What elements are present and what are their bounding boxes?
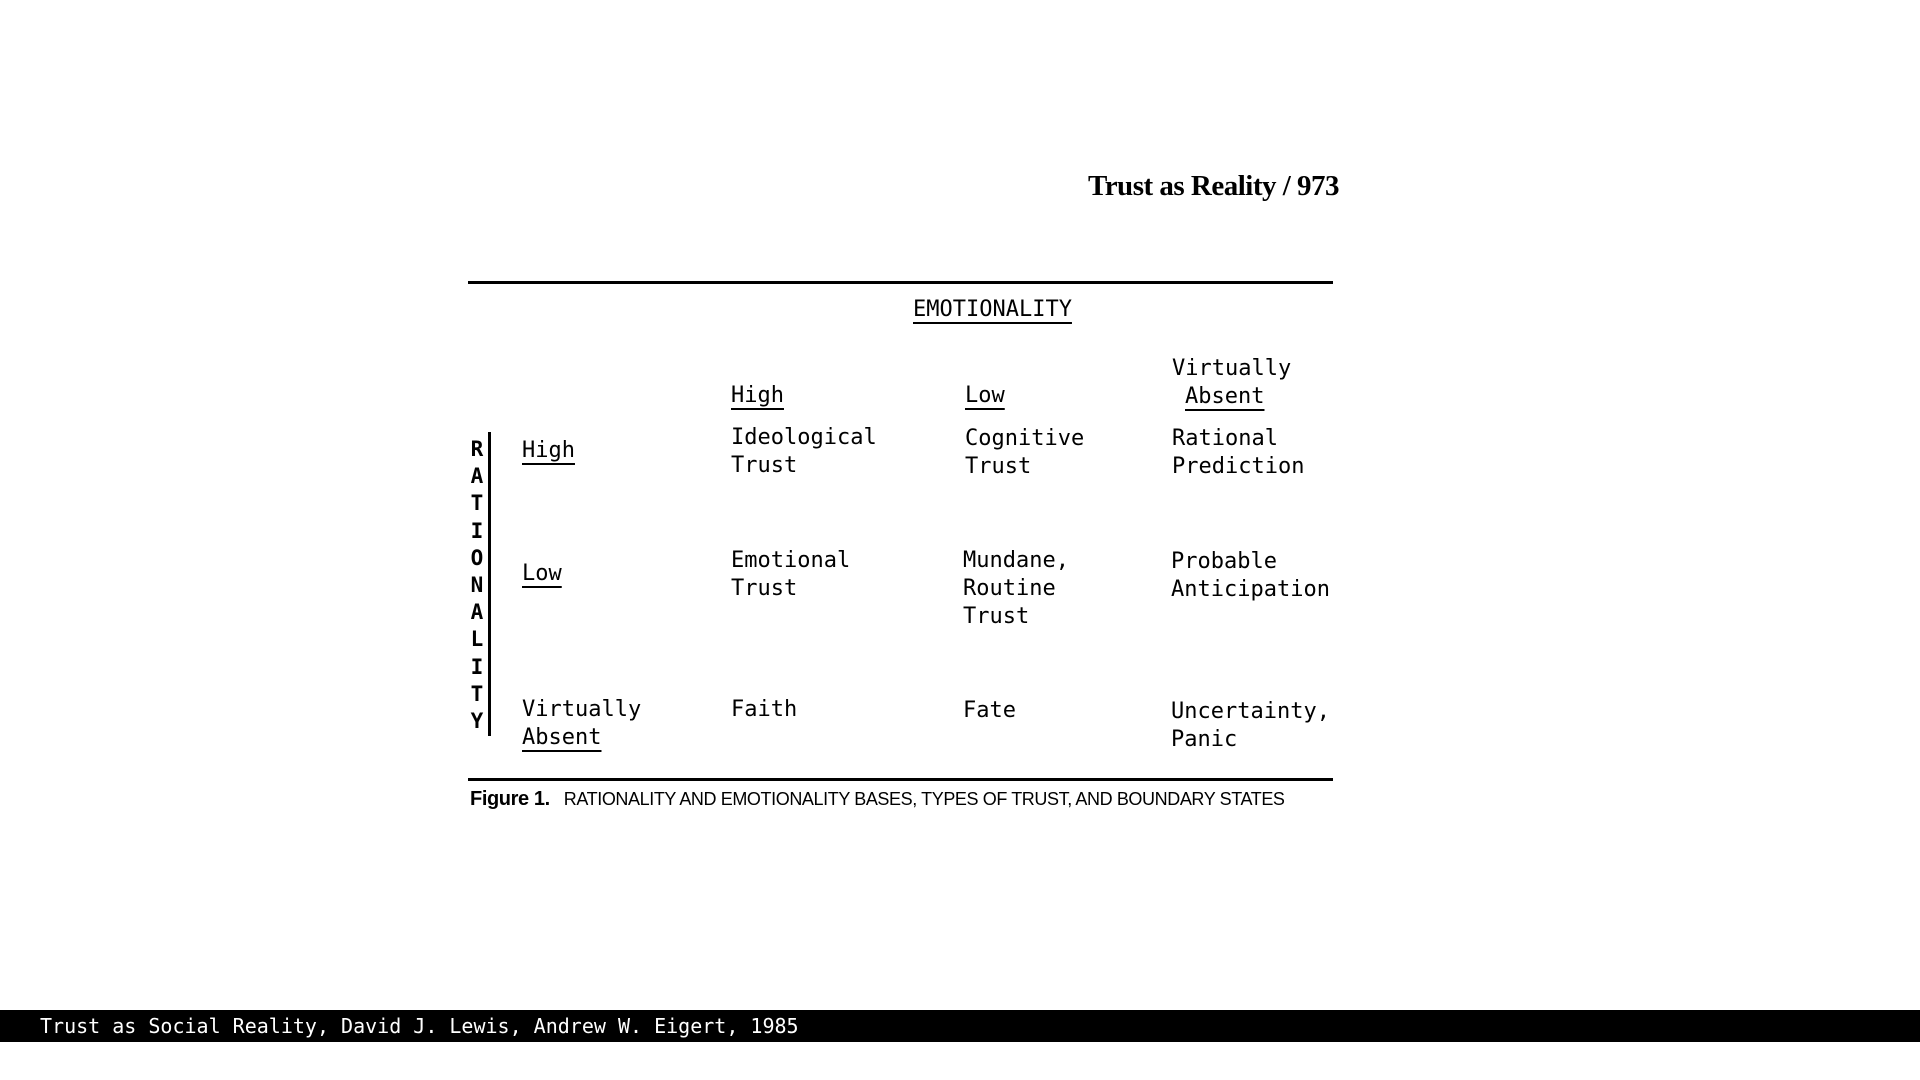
row-axis-bracket [488,432,491,736]
row-header-low: Low [522,561,562,586]
column-header-low: Low [965,383,1005,408]
figure-bottom-rule [468,778,1333,781]
cell-faith: Faith [731,697,798,722]
row-axis-letter: I [470,654,484,679]
row-header-virtually-absent-line1: Virtually [522,697,642,722]
figure-caption [470,788,1285,811]
cell-rational-prediction: Rational Prediction [1172,426,1305,479]
citation-footer-bar [0,1010,1920,1042]
row-axis-letter: T [470,681,484,706]
column-header-virtually-absent-line2: Absent [1185,384,1265,409]
cell-probable-anticipation: Probable Anticipation [1171,549,1330,602]
cell-mundane-routine-trust: Mundane, Routine Trust [963,548,1069,629]
row-header-virtually-absent-line2: Absent [522,725,602,750]
cell-ideological-trust: Ideological Trust [731,425,877,478]
column-header-virtually-absent-line1: Virtually [1172,356,1292,381]
figure-top-rule [468,281,1333,284]
cell-uncertainty-panic: Uncertainty, Panic [1171,699,1330,752]
row-axis-letter: Y [470,709,484,734]
cell-fate: Fate [963,698,1016,723]
figure-caption-text: RATIONALITY AND EMOTIONALITY BASES, TYPES OF TRUST, AND BOUNDARY STATES [563,789,1285,809]
row-axis-letter: T [470,491,484,516]
row-axis-letter: A [470,600,484,625]
row-axis-letter: L [470,627,484,652]
column-header-high: High [731,383,784,408]
citation-text: Trust as Social Reality, David J. Lewis, Andrew W. Eigert, 1985 [40,1014,799,1038]
row-axis-label [468,436,486,735]
figure-number: Figure 1. [470,788,550,810]
column-axis-label: EMOTIONALITY [913,297,1072,322]
row-axis-letter: R [470,437,484,461]
row-axis-letter: N [470,573,484,598]
row-header-high: High [522,438,575,463]
cell-cognitive-trust: Cognitive Trust [965,426,1085,479]
cell-emotional-trust: Emotional Trust [731,548,851,601]
page-header: Trust as Reality / 973 [1088,170,1340,202]
row-axis-letter: A [470,464,484,489]
row-axis-letter: I [470,518,484,543]
row-axis-letter: O [470,545,484,570]
